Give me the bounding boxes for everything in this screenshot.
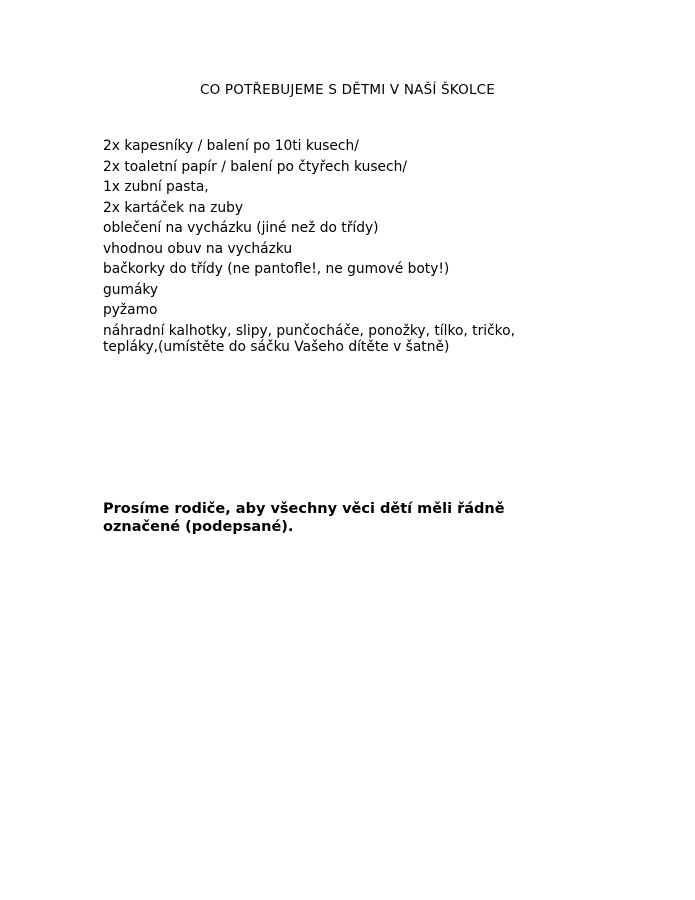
list-item: gumáky	[103, 281, 159, 298]
list-item: 2x toaletní papír / balení po čtyřech kusech/	[103, 158, 408, 175]
parents-note	[103, 500, 623, 536]
note-line: označené (podepsané).	[103, 519, 294, 535]
supply-list	[103, 138, 623, 355]
list-item: 1x zubní pasta,	[103, 179, 209, 195]
list-item: oblečení na vycházku (jiné než do třídy)	[103, 220, 379, 236]
list-item: 2x kapesníky / balení po 10ti kusech/	[103, 138, 359, 154]
list-item: 2x kartáček na zuby	[103, 199, 244, 216]
list-item: vhodnou obuv na vycházku	[103, 240, 293, 257]
list-item: pyžamo	[103, 302, 158, 318]
list-item: náhradní kalhotky, slipy, punčocháče, ponožky, tílko, tričko,	[103, 322, 515, 339]
note-line: Prosíme rodiče, aby všechny věci dětí měli řádně	[103, 501, 505, 517]
list-item: tepláky,(umístěte do sáčku Vašeho dítěte v šatně)	[103, 338, 450, 355]
document-title: CO POTŘEBUJEME S DĚTMI V NAŠÍ ŠKOLCE	[199, 82, 496, 98]
list-item: bačkorky do třídy (ne pantofle!, ne gumové boty!)	[103, 261, 450, 277]
